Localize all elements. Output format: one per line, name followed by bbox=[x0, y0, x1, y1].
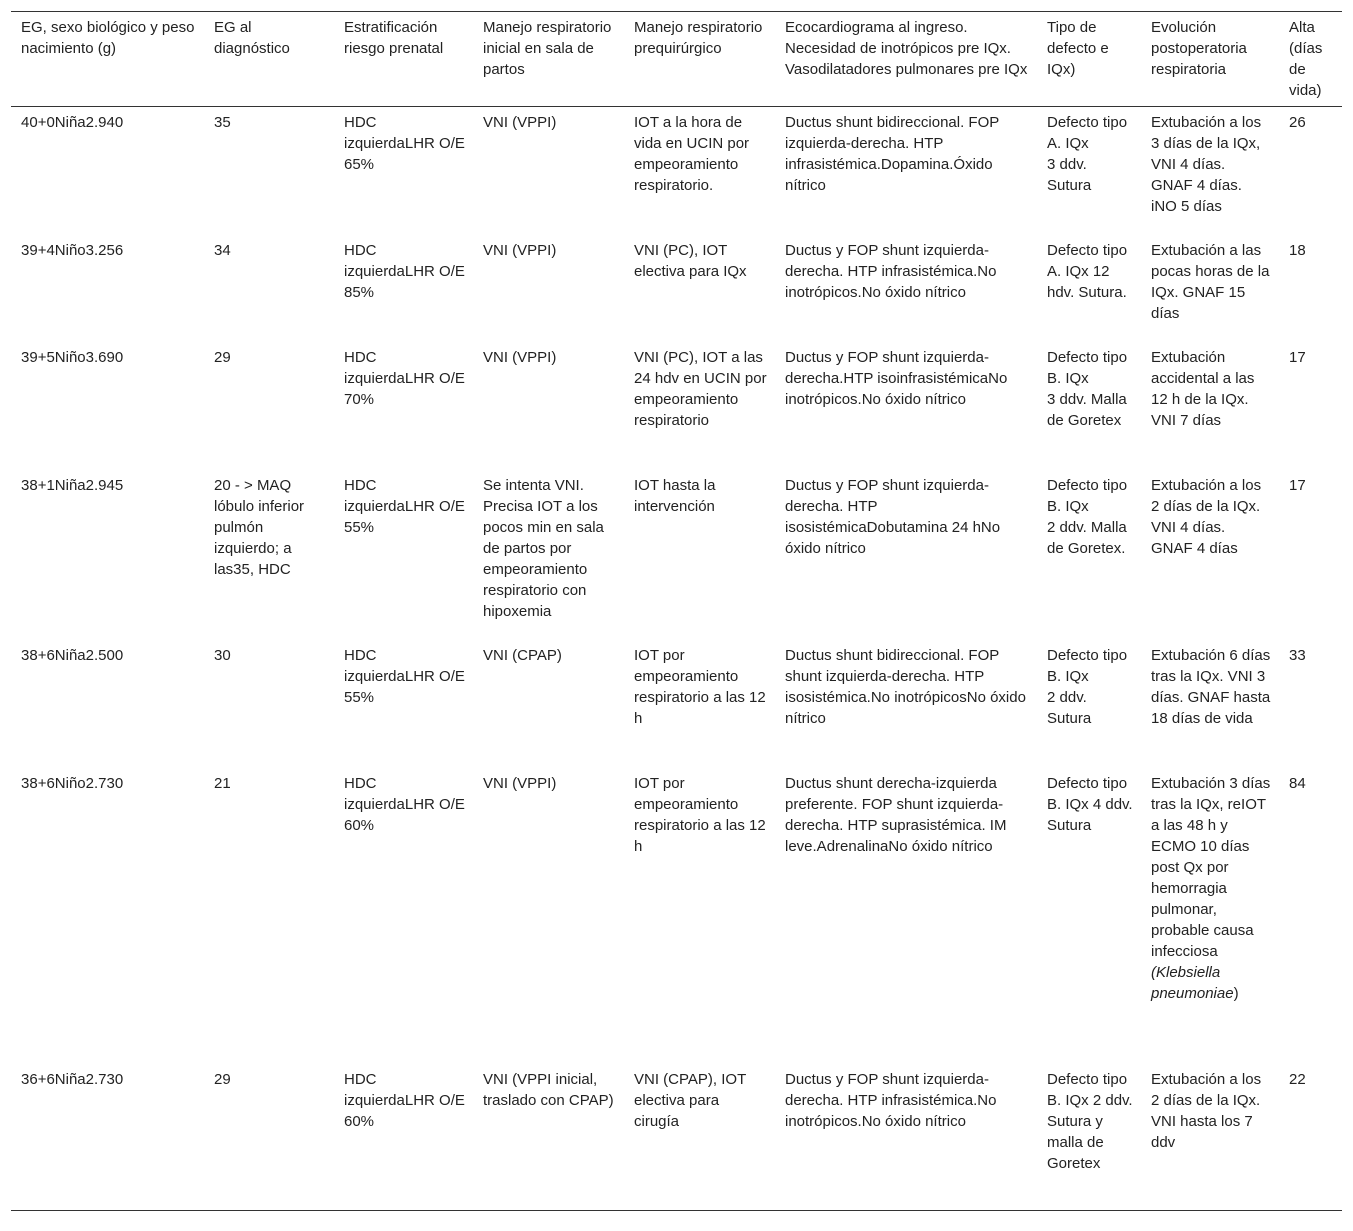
cell-preop: IOT por empeoramiento respiratorio a las 12 h bbox=[634, 646, 766, 727]
cell-echo: Ductus shunt derecha-izquierda preferente. FOP shunt izquierda-derecha. HTP suprasistémica. IM leve.AdrenalinaNo óxido nítrico bbox=[785, 774, 1007, 855]
cell-defect bbox=[1037, 768, 1141, 1064]
eg-weeks: 38 bbox=[21, 774, 38, 792]
cell-defect bbox=[1037, 470, 1141, 640]
cell-eg bbox=[11, 470, 204, 640]
cell-evolution bbox=[1141, 768, 1279, 1064]
eg-weeks: 39 bbox=[21, 241, 38, 259]
defect-text: Defecto tipo B. IQx bbox=[1047, 646, 1128, 685]
cell-dx: 30 bbox=[214, 646, 231, 664]
clinical-table bbox=[11, 11, 1342, 1211]
cell-preop: IOT por empeoramiento respiratorio a las 12 h bbox=[634, 774, 766, 855]
eg-weeks: 38 bbox=[21, 476, 38, 494]
eg-rest: 1Niña2.945 bbox=[46, 476, 124, 494]
cell-eg bbox=[11, 768, 204, 1064]
col-header-risk: Estratificación riesgo prenatal bbox=[334, 12, 473, 107]
cell-dx: 29 bbox=[214, 1070, 231, 1088]
defect-text-2: 3 ddv. Malla de Goretex bbox=[1047, 390, 1127, 429]
evolution-text: Extubación 6 días tras la IQx. VNI 3 días. GNAF hasta 18 días de vida bbox=[1151, 646, 1271, 727]
cell-echo: Ductus shunt bidireccional. FOP shunt izquierda-derecha. HTP isosistémica.No inotrópicosNo óxido nítrico bbox=[785, 646, 1026, 727]
cell-initial: VNI (VPPI) bbox=[483, 774, 557, 792]
eg-weeks: 38 bbox=[21, 646, 38, 664]
cell-evolution bbox=[1141, 470, 1279, 640]
cell-evolution bbox=[1141, 235, 1279, 342]
cell-eg bbox=[11, 640, 204, 768]
cell-evolution bbox=[1141, 107, 1279, 235]
cell-eg bbox=[11, 1064, 204, 1211]
cell-dx: 21 bbox=[214, 774, 231, 792]
cell-dx: 35 bbox=[214, 114, 231, 131]
table-row bbox=[11, 470, 1342, 640]
cell-echo: Ductus y FOP shunt izquierda-derecha.HTP isoinfrasistémicaNo inotrópicos.No óxido nítrico bbox=[785, 348, 1008, 408]
cell-initial: VNI (VPPI) bbox=[483, 348, 557, 366]
evolution-italic: (Klebsiella pneumoniae bbox=[1151, 963, 1234, 1002]
cell-echo: Ductus y FOP shunt izquierda-derecha. HTP isosistémicaDobutamina 24 hNo óxido nítrico bbox=[785, 476, 1001, 557]
col-header-evolution: Evolución postoperatoria respiratoria bbox=[1141, 12, 1279, 107]
cell-discharge: 17 bbox=[1289, 476, 1306, 494]
cell-discharge: 18 bbox=[1289, 241, 1306, 259]
table-row bbox=[11, 107, 1342, 235]
cell-initial: VNI (VPPI) bbox=[483, 114, 557, 131]
cell-dx: 29 bbox=[214, 348, 231, 366]
cell-defect bbox=[1037, 235, 1141, 342]
eg-rest: 6Niño2.730 bbox=[46, 774, 124, 792]
defect-text: Defecto tipo B. IQx bbox=[1047, 476, 1128, 515]
evolution-text: Extubación a las pocas horas de la IQx. GNAF 15 días bbox=[1151, 241, 1270, 322]
table-row bbox=[11, 235, 1342, 342]
defect-text-2: 3 ddv. Sutura bbox=[1047, 156, 1092, 194]
eg-plus: + bbox=[37, 774, 47, 792]
evolution-text: Extubación a los 2 días de la IQx. VNI 4 días. GNAF 4 días bbox=[1151, 476, 1262, 557]
defect-text-2: 2 ddv. Sutura bbox=[1047, 688, 1092, 727]
cell-evolution bbox=[1141, 342, 1279, 470]
cell-defect bbox=[1037, 107, 1141, 235]
cell-preop: VNI (PC), IOT electiva para IQx bbox=[634, 241, 747, 280]
cell-defect bbox=[1037, 1064, 1141, 1211]
cell-risk: HDC izquierdaLHR O/E 55% bbox=[344, 646, 465, 706]
cell-discharge: 33 bbox=[1289, 646, 1306, 664]
cell-initial: VNI (VPPI) bbox=[483, 241, 557, 259]
eg-plus: + bbox=[37, 646, 47, 664]
eg-plus: + bbox=[37, 1070, 47, 1088]
cell-initial: Se intenta VNI. Precisa IOT a los pocos min en sala de partos por empeoramiento respiratorio con hipoxemia bbox=[483, 476, 604, 620]
cell-echo: Ductus shunt bidireccional. FOP izquierda-derecha. HTP infrasistémica.Dopamina.Óxido nítrico bbox=[785, 114, 999, 194]
col-header-initial: Manejo respiratorio inicial en sala de partos bbox=[473, 12, 624, 107]
eg-weeks: 40 bbox=[21, 114, 38, 131]
cell-defect bbox=[1037, 342, 1141, 470]
cell-initial: VNI (CPAP) bbox=[483, 646, 562, 664]
cell-eg bbox=[11, 107, 204, 235]
evolution-text: Extubación accidental a las 12 h de la IQx. VNI 7 días bbox=[1151, 348, 1255, 429]
eg-rest: 6Niña2.730 bbox=[46, 1070, 124, 1088]
col-header-echo: Ecocardiograma al ingreso. Necesidad de inotrópicos pre IQx. Vasodilatadores pulmonares pre IQx bbox=[775, 12, 1037, 107]
cell-dx: 34 bbox=[214, 241, 231, 259]
defect-text: Defecto tipo B. IQx bbox=[1047, 348, 1128, 387]
evolution-tail: ) bbox=[1233, 984, 1239, 1002]
cell-echo: Ductus y FOP shunt izquierda-derecha. HTP infrasistémica.No inotrópicos.No óxido nítrico bbox=[785, 1070, 997, 1130]
cell-echo: Ductus y FOP shunt izquierda-derecha. HTP infrasistémica.No inotrópicos.No óxido nítrico bbox=[785, 241, 997, 301]
eg-plus: + bbox=[37, 241, 47, 259]
evolution-text: Extubación 3 días tras la IQx, reIOT a las 48 h y ECMO 10 días post Qx por hemorragia pulmonar, probable causa infecciosa bbox=[1151, 774, 1271, 960]
cell-risk: HDC izquierdaLHR O/E 60% bbox=[344, 1070, 465, 1130]
table-row bbox=[11, 640, 1342, 768]
eg-rest: 6Niña2.500 bbox=[46, 646, 124, 664]
cell-discharge: 84 bbox=[1289, 774, 1306, 792]
eg-rest: 0Niña2.940 bbox=[46, 114, 124, 131]
eg-weeks: 39 bbox=[21, 348, 38, 366]
defect-text: Defecto tipo A. IQx 12 hdv. Sutura. bbox=[1047, 241, 1128, 301]
eg-plus: + bbox=[37, 114, 47, 131]
cell-risk: HDC izquierdaLHR O/E 70% bbox=[344, 348, 465, 408]
evolution-text: Extubación a los 3 días de la IQx, VNI 4 días. GNAF 4 días. iNO 5 días bbox=[1151, 114, 1262, 215]
cell-defect bbox=[1037, 640, 1141, 768]
eg-weeks: 36 bbox=[21, 1070, 38, 1088]
cell-eg bbox=[11, 342, 204, 470]
cell-discharge: 17 bbox=[1289, 348, 1306, 366]
header-row bbox=[11, 12, 1342, 107]
eg-rest: 4Niño3.256 bbox=[46, 241, 124, 259]
defect-text: Defecto tipo A. IQx bbox=[1047, 114, 1128, 152]
cell-risk: HDC izquierdaLHR O/E 65% bbox=[344, 114, 465, 173]
table-row bbox=[11, 342, 1342, 470]
eg-rest: 5Niño3.690 bbox=[46, 348, 124, 366]
defect-text: Defecto tipo B. IQx 2 ddv. Sutura y malla de Goretex bbox=[1047, 1070, 1133, 1172]
cell-preop: VNI (PC), IOT a las 24 hdv en UCIN por empeoramiento respiratorio bbox=[634, 348, 767, 429]
cell-risk: HDC izquierdaLHR O/E 60% bbox=[344, 774, 465, 834]
cell-preop: IOT a la hora de vida en UCIN por empeoramiento respiratorio. bbox=[634, 114, 750, 194]
cell-dx: 20 - > MAQ lóbulo inferior pulmón izquierdo; a las35, HDC bbox=[214, 476, 305, 578]
table-row bbox=[11, 768, 1342, 1064]
cell-evolution bbox=[1141, 1064, 1279, 1211]
col-header-dx: EG al diagnóstico bbox=[204, 12, 334, 107]
col-header-discharge: Alta (días de vida) bbox=[1279, 12, 1342, 107]
defect-text-2: 2 ddv. Malla de Goretex. bbox=[1047, 518, 1127, 557]
eg-plus: + bbox=[37, 476, 47, 494]
col-header-defect: Tipo de defecto e IQx) bbox=[1037, 12, 1141, 107]
col-header-eg: EG, sexo biológico y peso nacimiento (g) bbox=[11, 12, 204, 107]
cell-discharge: 22 bbox=[1289, 1070, 1306, 1088]
evolution-text: Extubación a los 2 días de la IQx. VNI hasta los 7 ddv bbox=[1151, 1070, 1262, 1151]
cell-risk: HDC izquierdaLHR O/E 85% bbox=[344, 241, 465, 301]
cell-eg bbox=[11, 235, 204, 342]
cell-initial: VNI (VPPI inicial, traslado con CPAP) bbox=[483, 1070, 614, 1109]
cell-risk: HDC izquierdaLHR O/E 55% bbox=[344, 476, 465, 536]
cell-preop: IOT hasta la intervención bbox=[634, 476, 716, 515]
col-header-preop: Manejo respiratorio prequirúrgico bbox=[624, 12, 775, 107]
eg-plus: + bbox=[37, 348, 47, 366]
defect-text: Defecto tipo B. IQx 4 ddv. Sutura bbox=[1047, 774, 1133, 834]
cell-evolution bbox=[1141, 640, 1279, 768]
cell-preop: VNI (CPAP), IOT electiva para cirugía bbox=[634, 1070, 746, 1130]
cell-discharge: 26 bbox=[1289, 114, 1306, 131]
table-row bbox=[11, 1064, 1342, 1211]
